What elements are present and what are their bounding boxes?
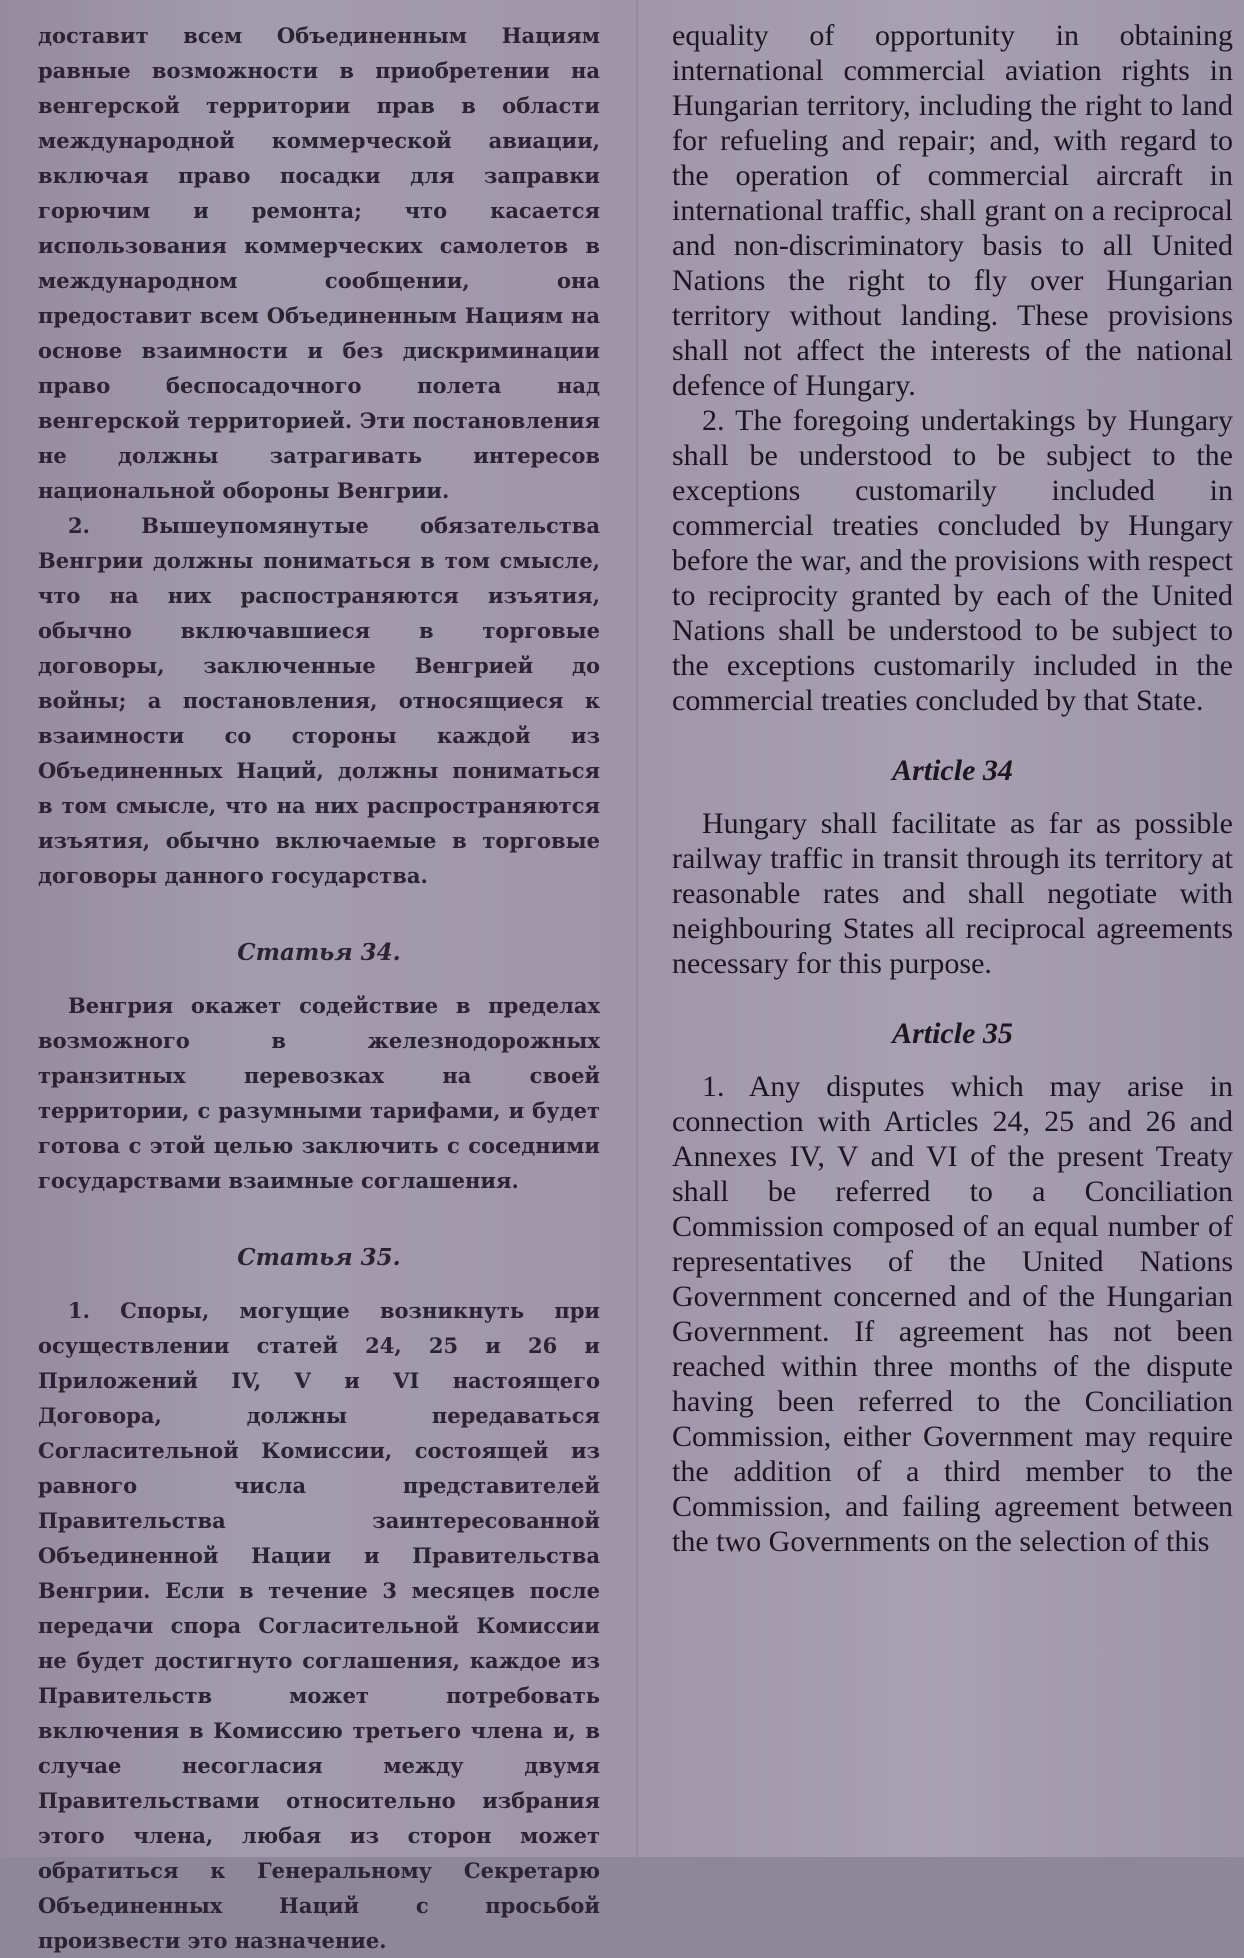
en-article-35-heading: Article 35 (892, 1017, 1013, 1050)
ru-article-34-heading: Статья 34. (237, 939, 401, 966)
ru-article-35-heading: Статья 35. (237, 1244, 401, 1271)
en-article-34-text: Hungary shall facilitate as far as possible railway traffic in transit through its territory at reasonable rates and shall negotiate with neighbouring States all reciprocal agreements necessary for this purpose. (672, 807, 1233, 980)
ru-article-35-text: 1. Споры, могущие возникнуть при осуществлении статей 24, 25 и 26 и Приложений IV, V и VI настоящего Договора, должны передаваться Согласительной Комиссии, состоящей из равного числа представителей Правительства заинтересованной Объединенной Нации и Правительства Венгрии. Если в течение 3 месяцев после передачи спора Согласительной Комиссии не будет достигнуто соглашения, каждое из Правительств может потребовать включения в Комиссию третьего члена и, в случае несогласия между двумя Правительствами относительно избрания этого члена, любая из сторон может обратиться к Генеральному Секретарю Объединенных Наций с просьбой произвести это назначение. (38, 1298, 600, 1953)
ru-paragraph-2: 2. Вышеупомянутые обязательства Венгрии должны пониматься в том смысле, что на них распостраняются изъятия, обычно включавшиеся в торговые договоры, заключенные Венгрией до войны; а постановления, относящиеся к взаимности со стороны каждой из Объединенных Наций, должны пониматься в том смысле, что на них распространяются изъятия, обычно включаемые в торговые договоры данного государства. (38, 513, 600, 888)
en-article-34-heading: Article 34 (892, 754, 1013, 787)
column-gutter (636, 0, 638, 1857)
en-article-35-text: 1. Any disputes which may arise in connection with Articles 24, 25 and 26 and Annexes IV, V and VI of the present Treaty shall be referred to a Conciliation Commission composed of an equal number of representatives of the United Nations Government concerned and of the Hungarian Government. If agreement has not been reached within three months of the dispute having been referred to the Conciliation Commission, either Government may require the addition of a third member to the Commission, and failing agreement between the two Governments on the selection of this (672, 1070, 1233, 1558)
ru-paragraph-1: доставит всем Объединенным Нациям равные возможности в приобретении на венгерской территории прав в области международной коммерческой авиации, включая право посадки для заправки горючим и ремонта; что касается использования коммерческих самолетов в международном сообщении, она предоставит всем Объединенным Нациям на основе взаимности и без дискриминации право беспосадочного полета над венгерской территорией. Эти постановления не должны затрагивать интересов национальной обороны Венгрии. (38, 23, 600, 503)
en-paragraph-1: equality of opportunity in obtaining international commercial aviation rights in Hungarian territory, including the right to land for refueling and repair; and, with regard to the operation of commercial aircraft in international traffic, shall grant on a reciprocal and non-discriminatory basis to all United Nations the right to fly over Hungarian territory without landing. These provisions shall not affect the interests of the national defence of Hungary. (672, 19, 1233, 402)
russian-column (38, 18, 600, 1958)
ru-article-34-text: Венгрия окажет содействие в пределах возможного в железнодорожных транзитных перевозках на своей территории, с разумными тарифами, и будет готова с этой целью заключить с соседними государствами взаимные соглашения. (38, 993, 600, 1193)
english-column (672, 18, 1233, 1559)
en-paragraph-2: 2. The foregoing undertakings by Hungary shall be understood to be subject to the exceptions customarily included in commercial treaties concluded by Hungary before the war, and the provisions with respect to reciprocity granted by each of the United Nations shall be understood to be subject to the exceptions customarily included in the commercial treaties concluded by that State. (672, 404, 1233, 717)
